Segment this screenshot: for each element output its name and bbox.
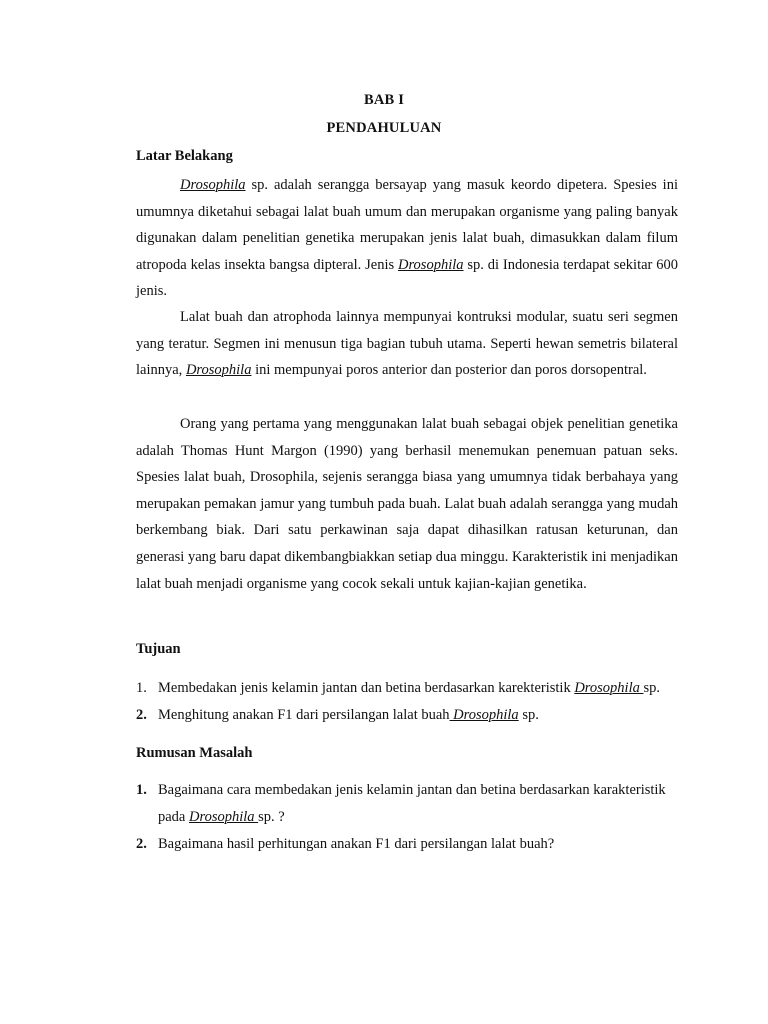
- paragraph-text: Orang yang pertama yang menggunakan lalat buah sebagai objek penelitian genetika adalah Thomas Hunt Margon (1990) yang berhasil menemukan penemuan patuan seks. Spesies lalat buah, Drosophila, sejenis serangga biasa yang umumnya tidak berbahaya yang merupakan pemakan jamur yang tumbuh pada buah. Lalat buah adalah serangga yang mudah berkembang biak. Dari satu perkawinan saja dapat dihasilkan ratusan keturunan, dan generasi yang baru dapat dikembangbiakkan setiap dua minggu. Karakteristik ini menjadikan lalat buah menjadi organisme yang cocok sekali untuk kajian-kajian genetika.: [136, 416, 678, 592]
- list-number: 1.: [136, 680, 147, 696]
- paragraph-text: Lalat buah dan atrophoda lainnya mempunyai kontruksi modular, suatu seri segmen yang teratur. Segmen ini menusun tiga bagian tubuh utama. Seperti hewan semetris bilateral lainnya,: [136, 309, 678, 379]
- scientific-term: Drosophila: [189, 809, 259, 825]
- list-number: 1.: [136, 782, 147, 798]
- list-number: 2.: [136, 836, 147, 852]
- paragraph-2: [136, 304, 678, 384]
- scientific-term: Drosophila: [449, 707, 519, 723]
- scientific-term: Drosophila: [180, 177, 246, 193]
- list-item: [136, 675, 678, 702]
- paragraph-text: ini mempunyai poros anterior dan posterior dan poros dorsopentral.: [251, 362, 647, 379]
- list-item: [136, 831, 678, 858]
- section-title-latar-belakang: Latar Belakang: [136, 148, 233, 164]
- paragraph-text: sp. di Indonesia terdapat sekitar 600 jenis.: [136, 256, 678, 300]
- rumusan-masalah-list: [136, 777, 678, 858]
- list-item: [136, 777, 678, 831]
- list-text: sp.: [518, 707, 539, 723]
- list-text: sp.: [643, 680, 661, 696]
- list-text: Menghitung anakan F1 dari persilangan lalat buah: [158, 707, 450, 723]
- list-text: Bagaimana cara membedakan jenis kelamin jantan dan betina berdasarkan karakteristik pada: [158, 782, 666, 825]
- scientific-term: Drosophila: [397, 256, 464, 273]
- scientific-term: Drosophila: [185, 362, 252, 379]
- paragraph-3: [136, 411, 678, 597]
- tujuan-list: [136, 675, 678, 729]
- paragraph-1: [136, 172, 678, 305]
- list-text: Bagaimana hasil perhitungan anakan F1 dari persilangan lalat buah?: [158, 836, 555, 852]
- list-number: 2.: [136, 707, 147, 723]
- chapter-heading: BAB I: [363, 92, 405, 108]
- chapter-title: PENDAHULUAN: [326, 120, 442, 136]
- paragraph-text: sp. adalah serangga bersayap yang masuk keordo dipetera. Spesies ini umumnya diketahui sebagai lalat buah umum dan merupakan organisme yang paling banyak digunakan dalam penelitian genetika merupakan jenis lalat buah, dimasukkan dalam filum atropoda kelas insekta bangsa dipteral. Jenis: [136, 177, 678, 273]
- section-title-rumusan-masalah: Rumusan Masalah: [136, 745, 253, 761]
- section-title-tujuan: Tujuan: [136, 641, 181, 657]
- list-item: [136, 702, 678, 729]
- list-text: Membedakan jenis kelamin jantan dan betina berdasarkan karekteristik: [158, 680, 575, 696]
- scientific-term: Drosophila: [574, 680, 644, 696]
- list-text: sp. ?: [258, 809, 285, 825]
